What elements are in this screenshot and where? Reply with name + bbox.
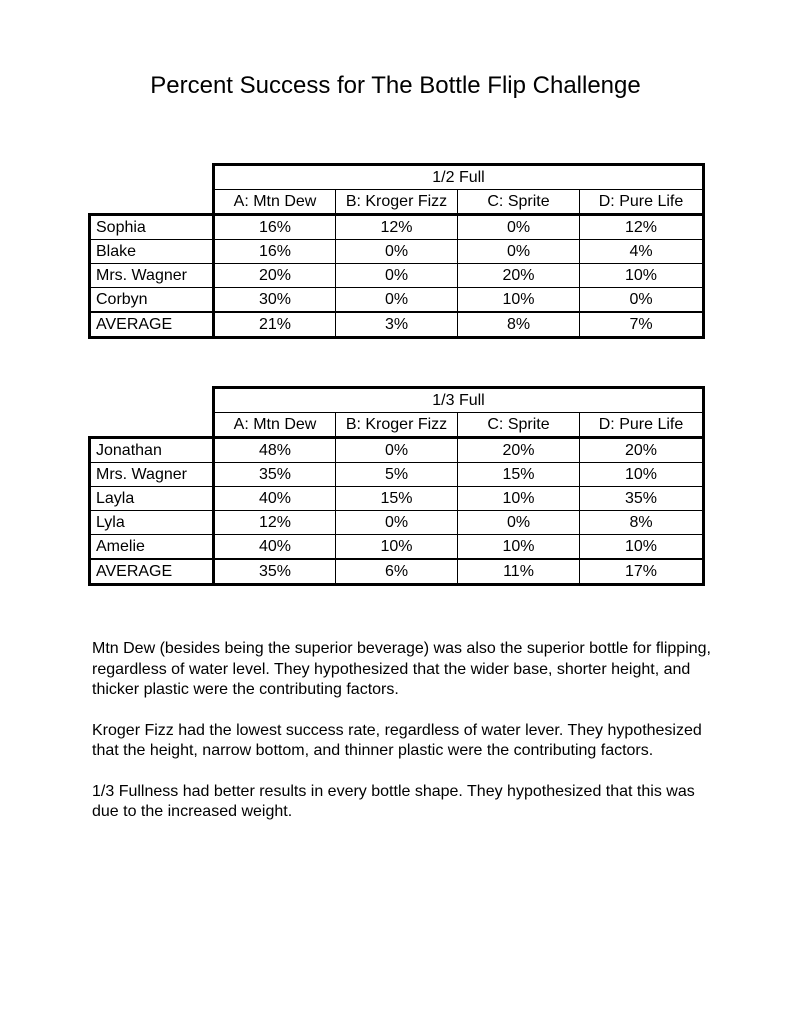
- table-row: [90, 438, 704, 463]
- cell-value: 5%: [336, 463, 458, 487]
- note-paragraph: Mtn Dew (besides being the superior beverage) was also the superior bottle for flipping, regardless of water level. They hypothesized that the wider base, shorter height, and thicker plastic were the contributing factors.: [92, 640, 711, 698]
- cell-value: 40%: [214, 535, 336, 560]
- cell-value: 20%: [458, 264, 580, 288]
- row-label: AVERAGE: [90, 559, 214, 585]
- row-label: Amelie: [90, 535, 214, 560]
- table-row: [90, 463, 704, 487]
- cell-value: 4%: [580, 240, 704, 264]
- row-label: Jonathan: [90, 438, 214, 463]
- group-label: 1/3 Full: [214, 388, 704, 413]
- cell-value: 8%: [580, 511, 704, 535]
- page-title: Percent Success for The Bottle Flip Challenge: [150, 72, 641, 99]
- table-row: [90, 264, 704, 288]
- cell-value: 0%: [458, 240, 580, 264]
- cell-value: 10%: [580, 535, 704, 560]
- cell-value: 35%: [214, 463, 336, 487]
- table-row: [90, 215, 704, 240]
- column-header: C: Sprite: [458, 190, 580, 215]
- note-paragraph: 1/3 Fullness had better results in every bottle shape. They hypothesized that this was due to the increased weight.: [92, 782, 695, 820]
- corner-blank: [90, 413, 214, 438]
- row-label: Blake: [90, 240, 214, 264]
- cell-value: 20%: [214, 264, 336, 288]
- conclusions: [92, 639, 712, 843]
- average-value: 8%: [458, 312, 580, 338]
- cell-value: 35%: [580, 487, 704, 511]
- cell-value: 15%: [458, 463, 580, 487]
- column-header: D: Pure Life: [580, 190, 704, 215]
- cell-value: 0%: [336, 511, 458, 535]
- third-full-table: [88, 386, 705, 586]
- cell-value: 0%: [580, 288, 704, 313]
- average-value: 3%: [336, 312, 458, 338]
- column-header: B: Kroger Fizz: [336, 413, 458, 438]
- table-row: [90, 487, 704, 511]
- row-label: Corbyn: [90, 288, 214, 313]
- cell-value: 10%: [336, 535, 458, 560]
- average-value: 11%: [458, 559, 580, 585]
- row-label: Mrs. Wagner: [90, 463, 214, 487]
- average-value: 7%: [580, 312, 704, 338]
- corner-blank: [90, 190, 214, 215]
- column-header: B: Kroger Fizz: [336, 190, 458, 215]
- cell-value: 40%: [214, 487, 336, 511]
- cell-value: 0%: [458, 511, 580, 535]
- cell-value: 0%: [336, 288, 458, 313]
- cell-value: 12%: [336, 215, 458, 240]
- average-row: [90, 312, 704, 338]
- average-row: [90, 559, 704, 585]
- average-value: 35%: [214, 559, 336, 585]
- table-row: [90, 535, 704, 560]
- cell-value: 10%: [458, 487, 580, 511]
- cell-value: 10%: [458, 535, 580, 560]
- group-label: 1/2 Full: [214, 165, 704, 190]
- cell-value: 16%: [214, 215, 336, 240]
- cell-value: 0%: [458, 215, 580, 240]
- cell-value: 10%: [580, 463, 704, 487]
- column-header: D: Pure Life: [580, 413, 704, 438]
- cell-value: 16%: [214, 240, 336, 264]
- row-label: Sophia: [90, 215, 214, 240]
- row-label: Lyla: [90, 511, 214, 535]
- cell-value: 12%: [580, 215, 704, 240]
- row-label: Mrs. Wagner: [90, 264, 214, 288]
- cell-value: 15%: [336, 487, 458, 511]
- table-row: [90, 288, 704, 313]
- corner-blank: [90, 388, 214, 413]
- column-header: C: Sprite: [458, 413, 580, 438]
- table-row: [90, 240, 704, 264]
- corner-blank: [90, 165, 214, 190]
- cell-value: 30%: [214, 288, 336, 313]
- average-value: 21%: [214, 312, 336, 338]
- note-paragraph: Kroger Fizz had the lowest success rate, regardless of water lever. They hypothesized that the height, narrow bottom, and thinner plastic were the contributing factors.: [92, 721, 702, 759]
- cell-value: 48%: [214, 438, 336, 463]
- cell-value: 10%: [580, 264, 704, 288]
- cell-value: 0%: [336, 438, 458, 463]
- cell-value: 10%: [458, 288, 580, 313]
- column-header: A: Mtn Dew: [214, 190, 336, 215]
- table-row: [90, 511, 704, 535]
- average-value: 6%: [336, 559, 458, 585]
- row-label: AVERAGE: [90, 312, 214, 338]
- cell-value: 12%: [214, 511, 336, 535]
- cell-value: 0%: [336, 264, 458, 288]
- cell-value: 20%: [580, 438, 704, 463]
- column-header: A: Mtn Dew: [214, 413, 336, 438]
- average-value: 17%: [580, 559, 704, 585]
- row-label: Layla: [90, 487, 214, 511]
- half-full-table: [88, 163, 705, 339]
- cell-value: 20%: [458, 438, 580, 463]
- cell-value: 0%: [336, 240, 458, 264]
